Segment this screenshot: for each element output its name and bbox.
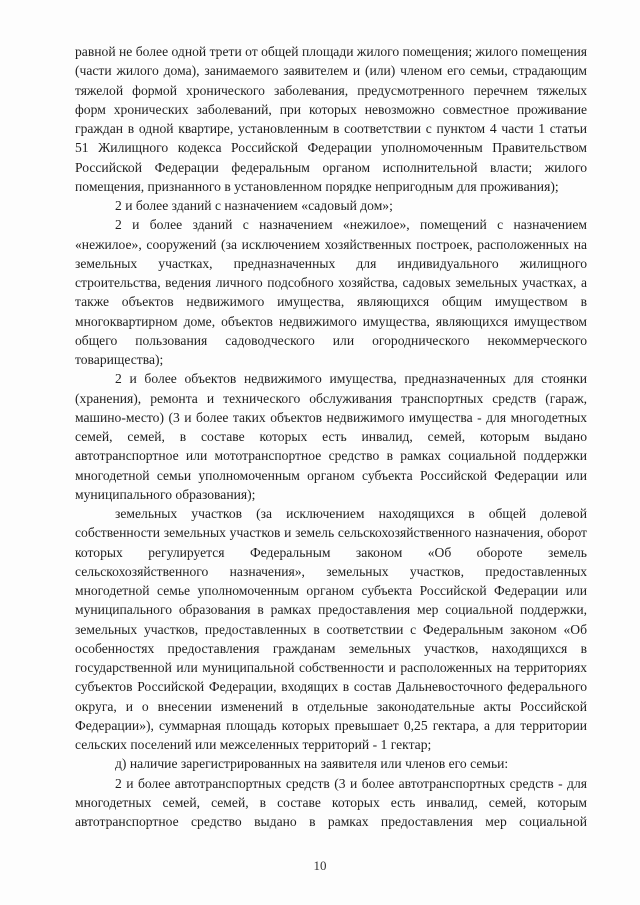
paragraph-4: 2 и более объектов недвижимого имущества, предназначенных для стоянки (хранения), ремонта и технического обслуживания транспортных средств (гараж, машино-место) (3 и более таких объектов недвижимого имущества - для многодетных семей, семей, в составе которых есть инвалид, семей, которым выдано автотранспортное или мототранспортное средство в рамках социальной поддержки многодетной семьи уполномоченным органом субъекта Российской Федерации или муниципального образования);: [75, 371, 587, 502]
document-body: [75, 42, 587, 831]
page-number: 10: [313, 858, 327, 873]
paragraph-2: 2 и более зданий с назначением «садовый дом»;: [115, 198, 393, 213]
paragraph-5: земельных участков (за исключением находящихся в общей долевой собственности земельных участков и земель сельскохозяйственного назначения, оборот которых регулируется Федеральным законом «Об обороте земель сельскохозяйственного назначения», земельных участков, предоставленных многодетной семье уполномоченным органом субъекта Российской Федерации или муниципального образования в рамках предоставления мер социальной поддержки, земельных участков, предоставленных в соответствии с Федеральным законом «Об особенностях предоставления гражданам земельных участков, находящихся в государственной или муниципальной собственности и расположенных на территориях субъектов Российской Федерации, входящих в состав Дальневосточного федерального округа, и о внесении изменений в отдельные законодательные акты Российской Федерации»), суммарная площадь которых превышает 0,25 гектара, а для территории сельских поселений или межселенных территорий - 1 гектар;: [75, 506, 587, 752]
paragraph-7: 2 и более автотранспортных средств (3 и более автотранспортных средств - для многодетных семей, семей, в составе которых есть инвалид, семей, которым автотранспортное средство выдано в рамках предоставления мер социальной: [75, 775, 587, 829]
paragraph-6: д) наличие зарегистрированных на заявителя или членов его семьи:: [115, 756, 509, 772]
paragraph-3: 2 и более зданий с назначением «нежилое», помещений с назначением «нежилое», сооружений (за исключением хозяйственных построек, расположенных на земельных участках, предназначенных для индивидуального жилищного строительства, ведения личного подсобного хозяйства, садовых земельных участках, а также объектов недвижимого имущества, являющихся общим имуществом в многоквартирном доме, объектов недвижимого имущества, являющихся имуществом общего пользования садоводческого или огороднического некоммерческого товарищества);: [75, 217, 587, 367]
paragraph-1: равной не более одной трети от общей площади жилого помещения; жилого помещения (части жилого дома), занимаемого заявителем и (или) членом его семьи, страдающим тяжелой формой хронического заболевания, предусмотренного перечнем тяжелых форм хронических заболеваний, при которых невозможно совместное проживание граждан в одной квартире, установленным в соответствии с пунктом 4 части 1 статьи 51 Жилищного кодекса Российской Федерации уполномоченным Правительством Российской Федерации федеральным органом исполнительной власти; жилого помещения, признанного в установленном порядке непригодным для проживания);: [75, 44, 587, 194]
